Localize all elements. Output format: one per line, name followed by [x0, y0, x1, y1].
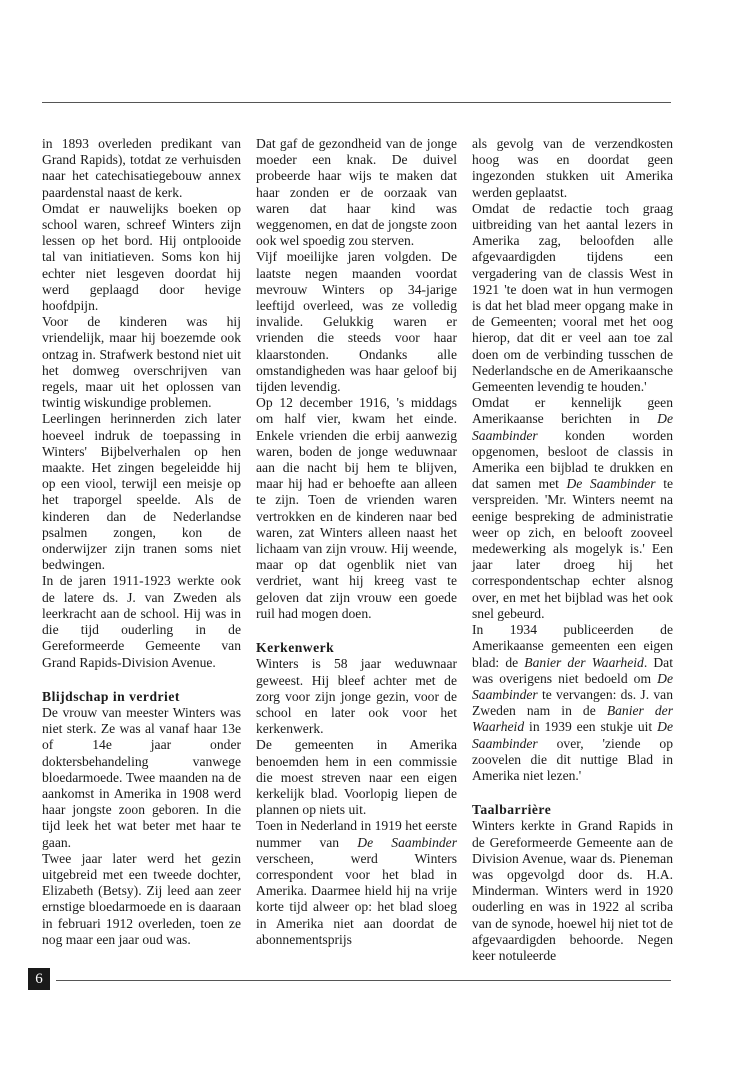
publication-title: De Saambinder — [472, 411, 673, 443]
column-2 — [256, 136, 457, 948]
text-run: te verspreiden. 'Mr. Winters neemt na eenige bespreking de administratie weer op zich, en belooft zooveel medewerking als mogelyk is.' Een jaar later droeg hij het correspondentschap echter alsnog over, en met het bijblad was het ook snel gebeurd. — [472, 476, 673, 621]
column-1 — [42, 136, 241, 948]
section-heading: Taalbarrière — [472, 802, 552, 818]
paragraph: Omdat er nauwelijks boeken op school waren, schreef Winters zijn lessen op het bord. Hij ontplooide tal van initiatieven. Soms kon hij echter niet lesgeven doordat hij werd geplaagd door hevige hoofdpijn. — [42, 200, 241, 314]
bottom-rule — [56, 980, 671, 981]
paragraph: Op 12 december 1916, 's middags om half vier, kwam het einde. Enkele vrienden die erbij aanwezig waren, boden de jonge weduwnaar aan die nacht bij hem te blijven, maar hij had er behoefte aan alleen te zijn. Toen de vrienden waren vertrokken en de kinderen naar bed waren, zat Winters alleen naast het lichaam van zijn vrouw. Hij weende, maar op dat ogenblik niet van verdriet, want hij kreeg vast te geloven dat zijn vrouw een goede ruil had mogen doen. — [256, 395, 457, 621]
text-run: over, 'ziende op zoovelen die dit nuttige Blad in Amerika niet lezen.' — [472, 735, 673, 783]
paragraph: Leerlingen herinnerden zich later hoeveel indruk de toepassing in Winters' Bijbelverhalen op hen maakte. Het zingen begeleidde hij op een viool, terwijl een meisje op het traporgel speelde. Als de kinderen dan de Nederlandse psalmen zongen, kon de onderwijzer zijn tranen soms niet bedwingen. — [42, 411, 241, 573]
publication-title: De Saambinder — [357, 834, 457, 850]
publication-title: Banier der Waarheid — [524, 654, 644, 670]
text-run: Toen in Nederland in 1919 het eerste nummer van — [256, 818, 457, 850]
paragraph: Voor de kinderen was hij vriendelijk, maar hij boezemde ook ontzag in. Strafwerk bestond niet uit het domweg overschrijven van regels, maar uit het oplossen van twintig wiskundige problemen. — [42, 314, 241, 411]
publication-title: De Saambinder — [472, 670, 673, 702]
text-run: In 1934 publiceerden de Amerikaanse gemeenten een eigen blad: de — [472, 622, 673, 670]
publication-title: Banier der Waarheid — [472, 703, 673, 735]
paragraph: als gevolg van de verzendkosten hoog was en doordat geen ingezonden stukken uit Amerika werden geplaatst. — [472, 136, 673, 200]
paragraph — [472, 622, 673, 784]
text-run: Omdat er kennelijk geen Amerikaanse berichten in — [472, 395, 673, 427]
paragraph: Twee jaar later werd het gezin uitgebreid met een tweede dochter, Elizabeth (Betsy). Zij leed aan zeer ernstige bloedarmoede en is daaraan in februari 1912 overleden, toen ze nog maar een jaar oud was. — [42, 850, 241, 947]
text-run: . Dat was overigens niet bedoeld om — [472, 654, 673, 686]
paragraph: Winters kerkte in Grand Rapids in de Gereformeerde Gemeente aan de Division Avenue, waar ds. Pieneman was opgevolgd door ds. H.A. Minderman. Winters werd in 1920 ouderling en was in 1922 al scriba van de synode, hoewel hij niet tot de afgevaardigden behoorde. Negen keer notuleerde — [472, 818, 673, 963]
paragraph: De vrouw van meester Winters was niet sterk. Ze was al vanaf haar 13e of 14e jaar onder doktersbehandeling vanwege bloedarmoede. Twee maanden na de aankomst in Amerika in 1908 werd haar jongste zoon geboren. In die tijd leek het wat beter met haar te gaan. — [42, 704, 241, 850]
paragraph — [472, 395, 673, 622]
paragraph: Dat gaf de gezondheid van de jonge moeder een knak. De duivel probeerde haar wijs te maken dat haar zonden er de oorzaak van waren dat haar kind was weggenomen, en dat de jongste zoon ook wel spoedig zou sterven. — [256, 136, 457, 249]
column-3 — [472, 136, 673, 964]
paragraph: in 1893 overleden predikant van Grand Rapids), totdat ze verhuisden naar het catechisatiegebouw annex paardenstal naast de kerk. — [42, 136, 241, 200]
paragraph: Vijf moeilijke jaren volgden. De laatste negen maanden voordat mevrouw Winters op 34-jarige leeftijd overleed, was ze volledig invalide. Gelukkig waren er vrienden die steeds voor haar klaarstonden. Ondanks alle omstandigheden was haar geloof bij tijden levendig. — [256, 249, 457, 395]
publication-title: De Saambinder — [472, 719, 673, 751]
paragraph: De gemeenten in Amerika benoemden hem in een commissie die moest streven naar een eigen kerkelijk blad. Voorlopig liepen de plannen op niets uit. — [256, 737, 457, 818]
paragraph: Omdat de redactie toch graag uitbreiding van het aantal lezers in Amerika zag, beloofden alle afgevaardigden tijdens een vergadering van de classis West in 1921 'te doen wat in hun vermogen is dat het blad meer opgang make in de Gemeenten; vooral met het oog hierop, dat dit er veel aan toe zal doen om de verbinding tusschen de Nederlandsche en de Amerikaansche Gemeenten levendig te houden.' — [472, 200, 673, 395]
text-run: in 1939 een stukje uit — [524, 719, 658, 735]
text-run: konden worden opgenomen, besloot de classis in Amerika een bijblad te drukken en dat samen met — [472, 427, 673, 492]
top-rule — [42, 102, 671, 103]
section-heading: Blijdschap in verdriet — [42, 688, 180, 704]
text-run: te vervangen: ds. J. van Zweden nam in de — [472, 686, 673, 719]
text-run: verscheen, werd Winters correspondent voor het blad in Amerika. Daarmee hield hij na vrije korte tijd alweer op: het blad sloeg in Amerika niet aan doordat de abonnementsprijs — [256, 850, 457, 947]
section-heading: Kerkenwerk — [256, 640, 335, 656]
publication-title: De Saambinder — [566, 476, 656, 492]
paragraph: Winters is 58 jaar weduwnaar geweest. Hij bleef achter met de zorg voor zijn jonge gezin, voor de school en later ook voor het kerkenwerk. — [256, 656, 457, 737]
paragraph: In de jaren 1911-1923 werkte ook de latere ds. J. van Zweden als leerkracht aan de school. Hij was in die tijd ouderling in de Gereformeerde Gemeente van Grand Rapids-Division Avenue. — [42, 573, 241, 670]
page-number: 6 — [28, 968, 50, 990]
paragraph — [256, 818, 457, 948]
